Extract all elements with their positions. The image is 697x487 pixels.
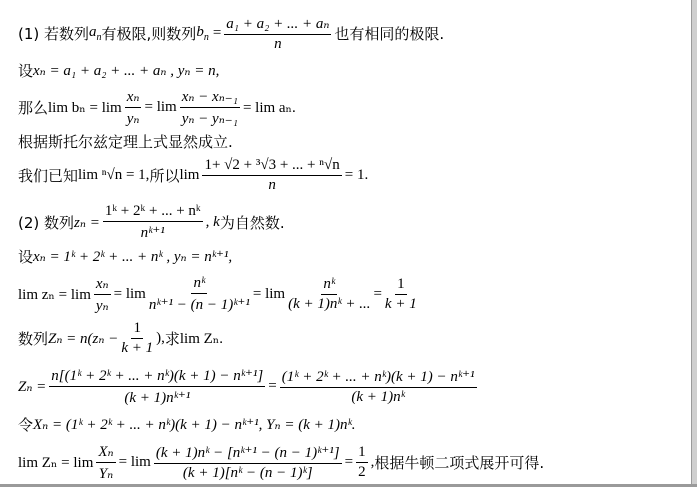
math: = lim [144,99,177,115]
text: 令 [18,416,34,434]
text: 根据牛顿二项式展开可得. [374,454,545,472]
math: lim Zₙ = lim [18,455,94,471]
limit-derivation-1 [18,87,296,128]
math: = lim [252,286,286,302]
fraction: $\frac{\text{(k + 1)nᵏ − [nᵏ⁺¹ − (n − 1)ᵏ⁺¹]}}{\text{(k + 1)[nᵏ − (n − 1)ᵏ]}}$ [155,445,340,481]
text: (1) 若数列 [18,25,90,43]
math: Zₙ = n(zₙ − [48,331,119,347]
math: = lim [113,286,146,302]
fraction: $\frac{\text{xₙ − xₙ₋₁}}{\text{yₙ − yₙ₋₁}}$ [181,89,238,127]
fraction: $\frac{\text{a₁ + a₂ + ... + aₙ}}{n}$ [226,16,330,52]
text: 求 [164,330,180,348]
window-right-border [691,0,697,487]
math: , k [205,214,220,230]
math: = 1. [344,167,369,183]
limit-z [18,274,420,315]
math: , [370,454,375,470]
text: 设 [18,62,34,80]
fraction: $\frac{\text{1ᵏ + 2ᵏ + ... + nᵏ}}{\text{nᵏ⁺¹}}$ [104,203,201,241]
part1-statement [18,14,444,53]
text: 数列 [18,330,49,348]
let-XY [18,414,355,435]
fraction: $\frac{1}{2}$ [358,444,366,480]
math-a: $a_n$ [89,24,102,43]
math: = lim aₙ. [242,100,296,116]
math: lim zₙ = lim [18,287,91,303]
math: = [268,378,277,394]
set-xy-2 [18,246,232,267]
fraction: $\frac{\text{nᵏ}}{\text{nᵏ⁺¹ − (n − 1)ᵏ⁺¹}}$ [148,275,250,313]
math: lim Zₙ. [179,331,224,347]
math: = lim [118,454,151,470]
fraction: $\frac{1}{k + 1}$ [384,276,417,312]
math: xₙ = 1ᵏ + 2ᵏ + ... + nᵏ , yₙ = nᵏ⁺¹, [33,249,233,265]
text: 我们已知 [18,167,79,185]
set-xy-1 [18,60,219,81]
fraction: $\frac{\text{xₙ}}{\text{yₙ}}$ [95,276,109,314]
math: lim [179,167,200,183]
Z-expansion [18,366,480,407]
part2-statement [18,203,285,242]
math-eq: = [212,25,222,41]
text: 有极限,则数列 [101,25,197,43]
stolz-conclusion [18,131,233,152]
known-root-limit [18,157,368,194]
fraction: $\frac{1}{k + 1}$ [121,320,154,356]
fraction: $\frac{\text{n[(1ᵏ + 2ᵏ + ... + nᵏ)(k + 1) − nᵏ⁺¹]}}{\text{(k + 1)nᵏ⁺¹}}$ [51,368,264,406]
final-limit [18,442,544,483]
math: ), [156,330,165,346]
text: 也有相同的极限. [334,25,445,43]
fraction: $\frac{\text{xₙ}}{\text{yₙ}}$ [126,89,140,127]
text: 那么 [18,99,49,117]
math: xₙ = a₁ + a₂ + ... + aₙ , yₙ = n, [33,63,220,79]
text: 为自然数. [219,214,285,232]
math-b: $b_n$ [196,24,209,43]
fraction: $\frac{\text{Xₙ}}{\text{Yₙ}}$ [98,444,114,482]
math: = [373,286,382,302]
text: 设 [18,248,34,266]
text: 所以 [149,167,180,185]
fraction: $\frac{\text{(1ᵏ + 2ᵏ + ... + nᵏ)(k + 1) − nᵏ⁺¹}}{\text{(k + 1)nᵏ}}$ [281,369,475,405]
math: Zₙ = [18,379,47,395]
math: lim bₙ = lim [48,100,122,116]
math: zₙ = [74,215,100,231]
fraction: $\frac{\text{nᵏ}}{\text{(k + 1)nᵏ + ...}}$ [288,276,371,312]
math: Xₙ = (1ᵏ + 2ᵏ + ... + nᵏ)(k + 1) − nᵏ⁺¹, Yₙ = (k + 1)nᵏ. [33,417,356,433]
math: = [344,454,354,470]
math: lim ⁿ√n = 1, [78,167,150,183]
fraction: $\frac{\text{1+ √2 + ³√3 + ... + ⁿ√n}}{n}$ [204,157,340,193]
sequence-Z [18,320,223,357]
text: (2) 数列 [18,214,75,232]
text: 根据斯托尔兹定理上式显然成立. [18,133,233,151]
